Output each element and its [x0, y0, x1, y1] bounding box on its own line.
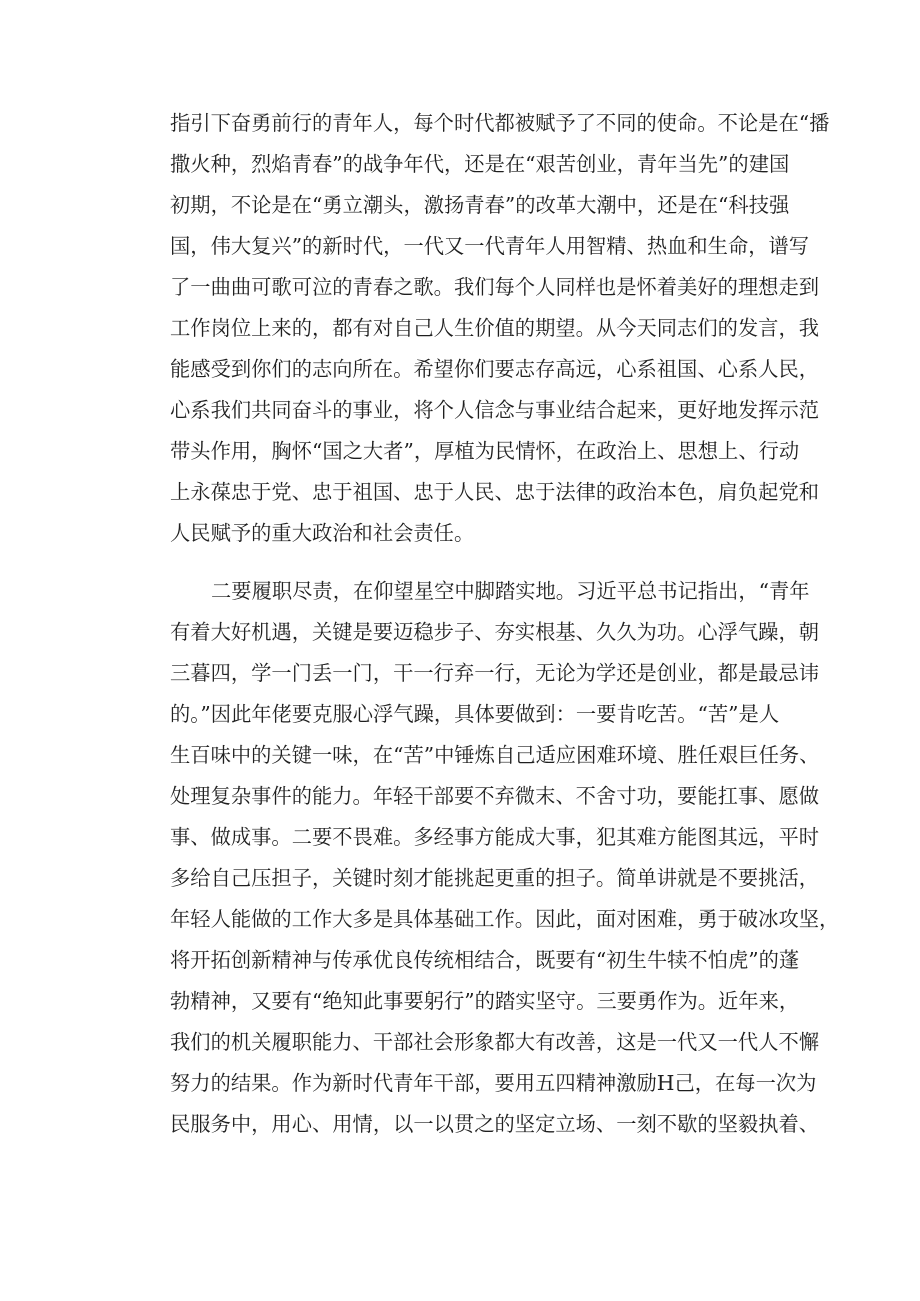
text-line: 我们的机关履职能力、干部社会形象都大有改善，这是一代又一代人不懈 — [170, 1030, 820, 1054]
text-line: 心系我们共同奋斗的事业，将个人信念与事业结合起来，更好地发挥示范 — [170, 398, 820, 422]
text-line: 国，伟大复兴”的新时代，一代又一代青年人用智精、热血和生命，谱写 — [170, 234, 810, 258]
text-line: 的。”因此年佬要克服心浮气躁，具体要做到：一要肯吃苦。“苦”是人 — [170, 702, 780, 726]
text-line: 了一曲曲可歌可泣的青春之歌。我们每个人同样也是怀着美好的理想走到 — [170, 275, 820, 299]
text-line: 多给自己压担子，关键时刻才能挑起更重的担子。简单讲就是不要挑活， — [170, 866, 820, 890]
text-line: 事、做成事。二要不畏难。多经事方能成大事，犯其难方能图其远，平时 — [170, 825, 820, 849]
text-line: 撒火种，烈焰青春”的战争年代，还是在“艰苦创业，青年当先”的建国 — [170, 152, 790, 176]
text-line: 年轻人能做的工作大多是具体基础工作。因此，面对困难，勇于破冰攻坚， — [170, 907, 840, 931]
text-line: 三暮四，学一门丢一门，干一行弃一行，无论为学还是创业，都是最忌讳 — [170, 661, 820, 685]
text-line: 初期，不论是在“勇立潮头，激扬青春”的改革大潮中，还是在“科技强 — [170, 193, 790, 217]
text-line: 将开拓创新精神与传承优良传统相结合，既要有“初生牛犊不怕虎”的蓬 — [170, 948, 800, 972]
text-line: 勃精神，又要有“绝知此事要躬行”的踏实坚守。三要勇作为。近年来， — [170, 989, 800, 1013]
text-line: 努力的结果。作为新时代青年干部，要用五四精神激励H己，在每一次为 — [170, 1071, 817, 1095]
text-line: 民服务中，用心、用情，以一以贯之的坚定立场、一刻不歇的坚毅执着、 — [170, 1112, 820, 1136]
text-line: 生百味中的关键一味，在“苦”中锤炼自己适应困难环境、胜任艰巨任务、 — [170, 743, 820, 767]
text-line: 有着大好机遇，关键是要迈稳步子、夯实根基、久久为功。心浮气躁，朝 — [170, 620, 820, 644]
text-line: 指引下奋勇前行的青年人，每个时代都被赋予了不同的使命。不论是在“播 — [170, 111, 830, 135]
text-line: 人民赋予的重大政治和社会责任。 — [170, 521, 475, 545]
text-line: 工作岗位上来的，都有对自己人生价值的期望。从今天同志们的发言，我 — [170, 316, 820, 340]
text-line: 上永葆忠于党、忠于祖国、忠于人民、忠于法律的政治本色，肩负起党和 — [170, 480, 820, 504]
text-line: 带头作用，胸怀“国之大者”，厚植为民情怀，在政治上、思想上、行动 — [170, 439, 800, 463]
text-line: 能感受到你们的志向所在。希望你们要志存高远，心系祖国、心系人民， — [170, 357, 820, 381]
text-line: 处理复杂事件的能力。年轻干部要不弃微末、不舍寸功，要能扛事、愿做 — [170, 784, 820, 808]
paragraph-first-line: 二要履职尽责，在仰望星空中脚踏实地。习近平总书记指出，“青年 — [211, 579, 810, 603]
